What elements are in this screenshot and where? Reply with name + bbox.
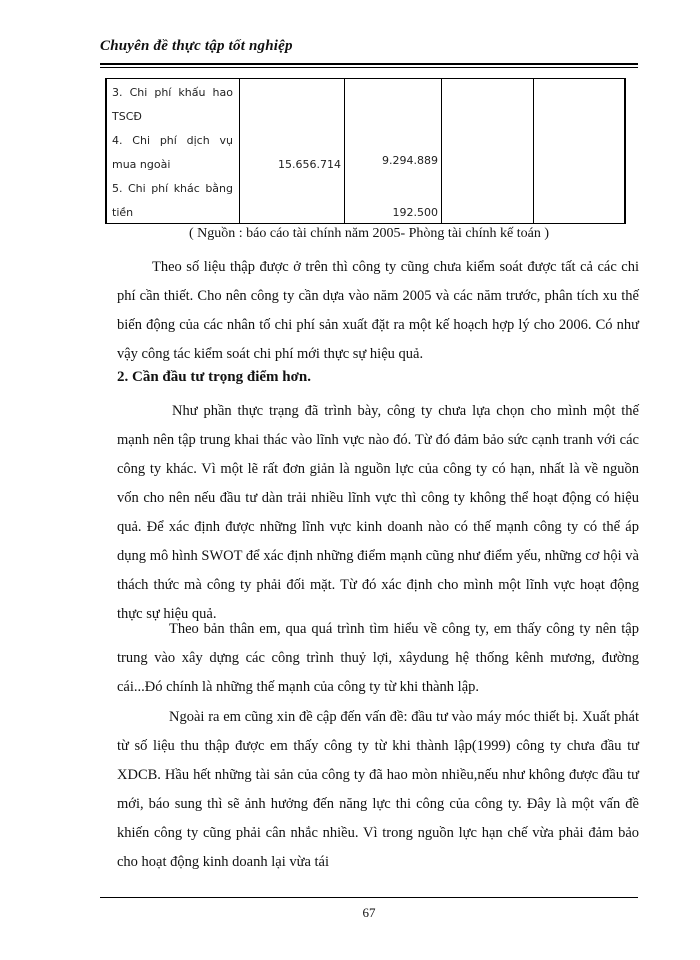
header-rule: [100, 63, 638, 65]
section-heading: 2. Cần đầu tư trọng điểm hơn.: [117, 369, 312, 385]
body-paragraph: Theo số liệu thập được ở trên thì công ty cũng chưa kiểm soát được tất cả các chi phí cần thiết. Cho nên công ty cần dựa vào năm 2005 và các năm trước, phân tích xu thế biến động của các nhân tố chi phí sản xuất đặt ra một kế hoạch hợp lý cho 2006. Có như vậy công tác kiểm soát chi phí mới thực sự hiệu quả.: [117, 259, 639, 362]
table-label-line: 5. Chi phí khác bằng: [112, 182, 233, 195]
table-cell-col3: [345, 79, 442, 224]
body-paragraph: Theo bản thân em, qua quá trình tìm hiểu về công ty, em thấy công ty nên tập trung vào xây dựng các công trình thuỷ lợi, xâydung hệ thống kênh mương, đường cái...Đó chính là những thế mạnh của công ty từ khi thành lập.: [117, 621, 639, 695]
footer-rule: [100, 897, 638, 898]
table-cell-col4: [442, 79, 534, 224]
cost-table: [105, 78, 626, 224]
table-label-line: 3. Chi phí khấu hao: [112, 86, 233, 99]
body-paragraph: Như phần thực trạng đã trình bày, công ty chưa lựa chọn cho mình một thế mạnh nên tập trung khai thác vào lĩnh vực nào đó. Từ đó đảm bảo sức cạnh tranh với các công ty khác. Vì một lẽ rất đơn giản là nguồn lực của công ty có hạn, nhất là về nguồn vốn cho nên nếu đầu tư dàn trải nhiều lĩnh vực thì công ty không thể hoạt động có hiệu quả. Để xác định được những lĩnh vực kinh doanh nào có thế mạnh công ty có thể áp dụng mô hình SWOT để xác định những điểm mạnh cũng như điểm yếu, những cơ hội và thách thức mà công ty phải đối mặt. Từ đó xác định cho mình một lĩnh vực hoạt động thực sự hiệu quả.: [117, 403, 639, 622]
table-label-line: 4. Chi phí dịch vụ: [112, 134, 233, 147]
page-number: 67: [362, 905, 376, 920]
table-row: [106, 79, 625, 224]
table-label-line: TSCĐ: [112, 110, 142, 123]
table-cell-label: [106, 79, 240, 224]
table-label-line: tiền: [112, 206, 134, 219]
table-label-line: mua ngoài: [112, 158, 171, 171]
table-cell-col5: [534, 79, 626, 224]
document-header-title: Chuyên đề thực tập tốt nghiệp: [100, 38, 293, 54]
header-rule-thin: [100, 67, 638, 68]
body-paragraph: Ngoài ra em cũng xin đề cập đến vấn đề: đầu tư vào máy móc thiết bị. Xuất phát từ số liệu thu thập được em thấy công ty từ khi thành lập(1999) công ty chưa đầu tư XDCB. Hầu hết những tài sản của công ty đã hao mòn nhiều,nếu như không được đầu tư mới, báo sung thì sẽ ảnh hưởng đến năng lực thi công của công ty. Đây là một vấn đề khiến công ty cũng phải cân nhắc nhiều. Vì trong nguồn lực hạn chế vừa phải đảm bảo cho hoạt động kinh doanh lại vừa tái: [117, 709, 639, 870]
table-source-note: ( Nguồn : báo cáo tài chính năm 2005- Phòng tài chính kế toán ): [188, 226, 550, 241]
table-value: 9.294.889: [382, 154, 438, 167]
table-cell-col2: [240, 79, 345, 224]
table-value: 15.656.714: [278, 158, 341, 171]
table-value: 192.500: [392, 206, 438, 219]
